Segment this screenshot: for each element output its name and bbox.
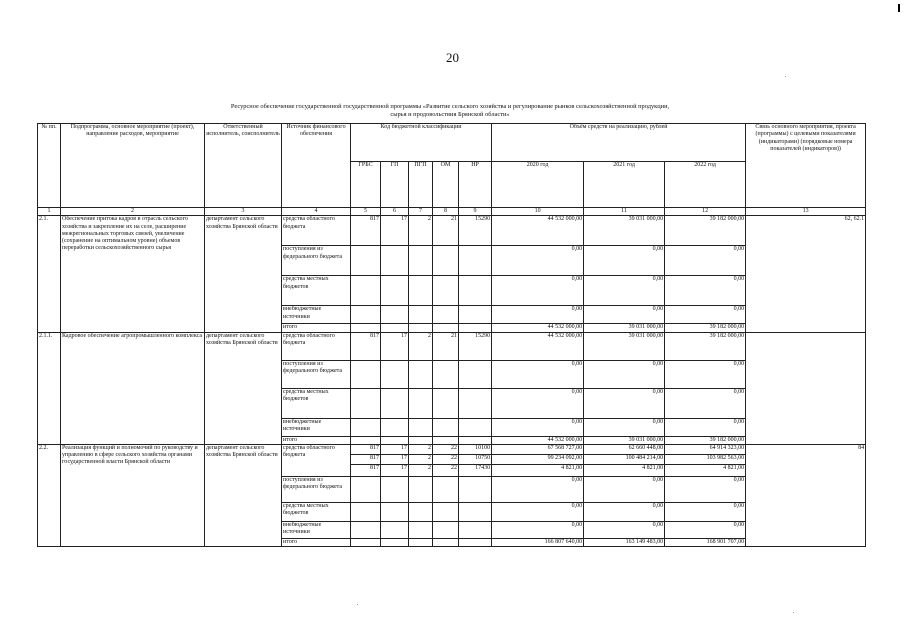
total-2020: 166 807 640,00 bbox=[492, 538, 584, 546]
page-number: 20 bbox=[446, 50, 459, 65]
value-2022: 39 182 000,00 bbox=[665, 332, 746, 360]
header-row bbox=[38, 124, 866, 162]
value-2020: 0,00 bbox=[492, 276, 584, 306]
col-number: 13 bbox=[746, 208, 866, 216]
value-2020: 0,00 bbox=[492, 502, 584, 521]
col-number: 6 bbox=[381, 208, 409, 216]
row-number: 2.1. bbox=[38, 216, 61, 332]
total-2020: 44 532 000,00 bbox=[492, 324, 584, 332]
header-om: ОМ bbox=[433, 162, 459, 208]
header-responsible: Ответственный исполнитель, соисполнитель bbox=[205, 124, 282, 208]
source-total: итого bbox=[282, 324, 351, 332]
code-np: 10100 bbox=[459, 444, 492, 454]
code-grbs: 817 bbox=[351, 332, 381, 360]
header-bk-code: Код бюджетной классификации bbox=[351, 124, 492, 162]
source-regional: средства областного бюджета bbox=[282, 216, 351, 246]
col-number: 1 bbox=[38, 208, 61, 216]
source-local: средства местных бюджетов bbox=[282, 502, 351, 521]
value-2021: 39 031 000,00 bbox=[584, 332, 665, 360]
value-2022: 39 182 000,00 bbox=[665, 216, 746, 246]
header-source: Источник финансового обеспечения bbox=[282, 124, 351, 208]
value-2021: 39 031 000,00 bbox=[584, 216, 665, 246]
code-pgp: 2 bbox=[409, 454, 433, 464]
code-pgp: 2 bbox=[409, 216, 433, 246]
total-2021: 39 031 000,00 bbox=[584, 436, 665, 444]
row-link: 62, 62.1 bbox=[746, 216, 866, 332]
row-name: Реализация функций и полномочий по руководству и управлению в сфере сельского хозяйства органами государственной власти Брянской области bbox=[61, 444, 205, 546]
value-2022: 0,00 bbox=[665, 246, 746, 276]
col-number: 3 bbox=[205, 208, 282, 216]
resource-table bbox=[37, 123, 866, 547]
code-pgp: 2 bbox=[409, 464, 433, 476]
value-2020: 44 532 000,00 bbox=[492, 216, 584, 246]
value-2021: 0,00 bbox=[584, 521, 665, 538]
value-2020: 0,00 bbox=[492, 306, 584, 324]
row-responsible: департамент сельского хозяйства Брянской области bbox=[205, 332, 282, 444]
col-number: 11 bbox=[584, 208, 665, 216]
code-grbs: 817 bbox=[351, 464, 381, 476]
code-grbs: 817 bbox=[351, 444, 381, 454]
row-responsible: департамент сельского хозяйства Брянской области bbox=[205, 216, 282, 332]
source-extra: внебюджетные источники bbox=[282, 306, 351, 324]
total-2022: 168 901 707,00 bbox=[665, 538, 746, 546]
source-federal: поступления из федерального бюджета bbox=[282, 246, 351, 276]
scan-edge-mark bbox=[898, 4, 900, 12]
source-regional: средства областного бюджета bbox=[282, 444, 351, 476]
code-gp: 17 bbox=[381, 454, 409, 464]
value-2020: 99 234 092,00 bbox=[492, 454, 584, 464]
col-number: 4 bbox=[282, 208, 351, 216]
col-number: 8 bbox=[433, 208, 459, 216]
value-2020: 0,00 bbox=[492, 521, 584, 538]
document-title bbox=[150, 103, 750, 119]
total-2022: 39 182 000,00 bbox=[665, 436, 746, 444]
code-gp: 17 bbox=[381, 216, 409, 246]
row-number: 2.2. bbox=[38, 444, 61, 546]
value-2022: 0,00 bbox=[665, 502, 746, 521]
value-2022: 64 914 323,00 bbox=[665, 444, 746, 454]
code-om: 22 bbox=[433, 454, 459, 464]
scan-speck bbox=[793, 612, 794, 613]
col-number: 12 bbox=[665, 208, 746, 216]
scan-speck bbox=[785, 76, 786, 77]
value-2022: 0,00 bbox=[665, 521, 746, 538]
header-volume: Объём средств на реализацию, рублей bbox=[492, 124, 746, 162]
value-2021: 0,00 bbox=[584, 418, 665, 436]
col-number: 10 bbox=[492, 208, 584, 216]
table-row bbox=[38, 216, 866, 246]
source-federal: поступления из федерального бюджета bbox=[282, 360, 351, 388]
code-np: 15290 bbox=[459, 332, 492, 360]
value-2022: 4 821,00 bbox=[665, 464, 746, 476]
total-2020: 44 532 000,00 bbox=[492, 436, 584, 444]
header-gp: ГП bbox=[381, 162, 409, 208]
value-2020: 67 568 727,00 bbox=[492, 444, 584, 454]
source-regional: средства областного бюджета bbox=[282, 332, 351, 360]
source-local: средства местных бюджетов bbox=[282, 388, 351, 418]
value-2021: 0,00 bbox=[584, 388, 665, 418]
source-federal: поступления из федерального бюджета bbox=[282, 476, 351, 502]
row-link bbox=[746, 332, 866, 444]
code-om: 22 bbox=[433, 444, 459, 454]
value-2021: 0,00 bbox=[584, 306, 665, 324]
header-2022: 2022 год bbox=[665, 162, 746, 208]
header-2020: 2020 год bbox=[492, 162, 584, 208]
header-link: Связь основного мероприятия, проекта (программы) с целевыми показателями (индикаторами) (порядковые номера показателей (индикаторов)) bbox=[746, 124, 866, 208]
value-2022: 0,00 bbox=[665, 360, 746, 388]
title-line-1: Ресурсное обеспечение государственной государственной программы «Развитие сельского хозяйства и регулирование рынков сельскохозяйственной продукции, bbox=[230, 103, 670, 110]
total-2021: 39 031 000,00 bbox=[584, 324, 665, 332]
value-2021: 0,00 bbox=[584, 360, 665, 388]
row-name: Кадровое обеспечение агропромышленного комплекса bbox=[61, 332, 205, 444]
value-2020: 4 821,00 bbox=[492, 464, 584, 476]
code-np: 10750 bbox=[459, 454, 492, 464]
code-om: 22 bbox=[433, 464, 459, 476]
code-gp: 17 bbox=[381, 444, 409, 454]
source-total: итого bbox=[282, 538, 351, 546]
code-gp: 17 bbox=[381, 464, 409, 476]
value-2021: 62 660 448,00 bbox=[584, 444, 665, 454]
source-extra: внебюджетные источники bbox=[282, 521, 351, 538]
value-2021: 0,00 bbox=[584, 246, 665, 276]
code-pgp: 2 bbox=[409, 444, 433, 454]
row-link: 84 bbox=[746, 444, 866, 546]
source-total: итого bbox=[282, 436, 351, 444]
value-2022: 0,00 bbox=[665, 276, 746, 306]
header-np: НР bbox=[459, 162, 492, 208]
code-np: 17430 bbox=[459, 464, 492, 476]
row-number: 2.1.1. bbox=[38, 332, 61, 444]
title-line-2: сырья и продовольствия Брянской области» bbox=[390, 111, 510, 118]
value-2020: 0,00 bbox=[492, 418, 584, 436]
value-2020: 0,00 bbox=[492, 388, 584, 418]
value-2022: 0,00 bbox=[665, 418, 746, 436]
code-grbs: 817 bbox=[351, 216, 381, 246]
code-pgp: 2 bbox=[409, 332, 433, 360]
source-extra: внебюджетные источники bbox=[282, 418, 351, 436]
value-2022: 0,00 bbox=[665, 306, 746, 324]
total-2021: 163 149 483,00 bbox=[584, 538, 665, 546]
table-row bbox=[38, 444, 866, 454]
col-number: 7 bbox=[409, 208, 433, 216]
code-om: 21 bbox=[433, 216, 459, 246]
header-2021: 2021 год bbox=[584, 162, 665, 208]
col-number: 9 bbox=[459, 208, 492, 216]
value-2021: 0,00 bbox=[584, 476, 665, 502]
table-row bbox=[38, 332, 866, 360]
code-om: 21 bbox=[433, 332, 459, 360]
row-responsible: департамент сельского хозяйства Брянской области bbox=[205, 444, 282, 546]
value-2021: 100 484 214,00 bbox=[584, 454, 665, 464]
col-number: 2 bbox=[61, 208, 205, 216]
value-2020: 0,00 bbox=[492, 476, 584, 502]
header-subprogram: Подпрограмма, основное мероприятие (проект), направление расходов, мероприятие bbox=[61, 124, 205, 208]
value-2021: 0,00 bbox=[584, 276, 665, 306]
value-2021: 0,00 bbox=[584, 502, 665, 521]
scan-speck bbox=[357, 604, 358, 605]
header-no: № пп. bbox=[38, 124, 61, 208]
source-local: средства местных бюджетов bbox=[282, 276, 351, 306]
row-name: Обеспечение притока кадров в отрасль сельского хозяйства и закрепление их на селе, расширение межрегиональных торговых связей, увеличение (сохранение на оптимальном уровне) объемов переработки сельскохозяйственного сырья bbox=[61, 216, 205, 332]
value-2022: 0,00 bbox=[665, 476, 746, 502]
value-2022: 0,00 bbox=[665, 388, 746, 418]
header-pgp: ПГП bbox=[409, 162, 433, 208]
value-2020: 0,00 bbox=[492, 360, 584, 388]
value-2020: 44 532 000,00 bbox=[492, 332, 584, 360]
column-number-row bbox=[38, 208, 866, 216]
col-number: 5 bbox=[351, 208, 381, 216]
header-grbs: ГРБС bbox=[351, 162, 381, 208]
code-np: 15290 bbox=[459, 216, 492, 246]
total-2022: 39 182 000,00 bbox=[665, 324, 746, 332]
code-gp: 17 bbox=[381, 332, 409, 360]
value-2020: 0,00 bbox=[492, 246, 584, 276]
value-2021: 4 821,00 bbox=[584, 464, 665, 476]
value-2022: 103 982 563,00 bbox=[665, 454, 746, 464]
code-grbs: 817 bbox=[351, 454, 381, 464]
